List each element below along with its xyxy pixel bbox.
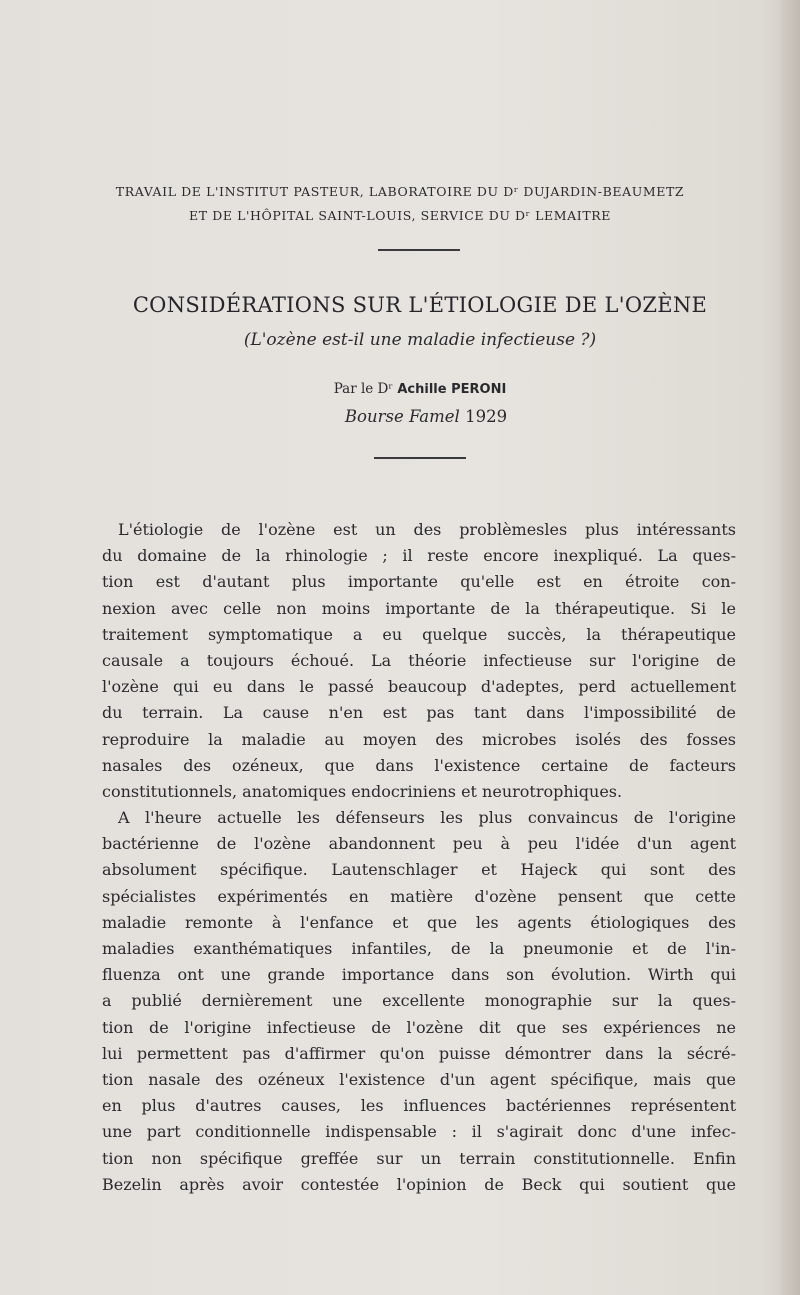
body-line: du terrain. La cause n'en est pas tant dans l'impossibilité de bbox=[102, 703, 736, 723]
body-line: a publié dernièrement une excellente monographie sur la ques- bbox=[102, 991, 736, 1011]
body-line: fluenza ont une grande importance dans son évolution. Wirth qui bbox=[102, 965, 736, 985]
body-line: Bezelin après avoir contestée l'opinion de Beck qui soutient que bbox=[102, 1174, 736, 1194]
article-body bbox=[102, 517, 736, 1198]
body-line: lui permettent pas d'affirmer qu'on puisse démontrer dans la sécré- bbox=[102, 1043, 736, 1063]
body-line: du domaine de la rhinologie ; il reste encore inexpliqué. La ques- bbox=[102, 546, 736, 566]
author-name: Achille PERONI bbox=[397, 382, 507, 397]
body-line: l'ozène qui eu dans le passé beaucoup d'adeptes, perd actuellement bbox=[102, 677, 736, 697]
institution-header-line-2: ET DE L'HÔPITAL SAINT-LOUIS, SERVICE DU Dʳ LEMAITRE bbox=[188, 208, 612, 223]
institution-header-line-1: TRAVAIL DE L'INSTITUT PASTEUR, LABORATOIRE DU Dʳ DUJARDIN-BEAUMETZ bbox=[115, 184, 685, 199]
body-line: nexion avec celle non moins importante de la thérapeutique. Si le bbox=[102, 598, 736, 618]
body-line: L'étiologie de l'ozène est un des problèmesles plus intéressants bbox=[118, 520, 736, 539]
divider-rule-bottom bbox=[374, 457, 466, 459]
grant-label: Bourse Famel bbox=[344, 407, 460, 426]
body-line: A l'heure actuelle les défenseurs les plus convaincus de l'origine bbox=[118, 808, 736, 828]
article-subtitle: (L'ozène est-il une maladie infectieuse ?) bbox=[243, 330, 597, 350]
grant-year: 1929 bbox=[465, 407, 508, 426]
grant-line bbox=[0, 407, 800, 426]
author-prefix: Par le Dʳ bbox=[333, 381, 394, 397]
body-line: en plus d'autres causes, les influences bactériennes représentent bbox=[102, 1096, 736, 1116]
body-line: causale a toujours échoué. La théorie infectieuse sur l'origine de bbox=[102, 650, 736, 670]
author-line bbox=[0, 381, 800, 397]
body-line: maladie remonte à l'enfance et que les agents étiologiques des bbox=[102, 912, 736, 932]
body-line: traitement symptomatique a eu quelque succès, la thérapeutique bbox=[102, 624, 736, 644]
body-line: tion est d'autant plus importante qu'elle est en étroite con- bbox=[102, 572, 736, 592]
body-line: une part conditionnelle indispensable : il s'agirait donc d'une infec- bbox=[102, 1122, 736, 1142]
body-line: nasales des ozéneux, que dans l'existence certaine de facteurs bbox=[102, 755, 736, 775]
body-line: tion de l'origine infectieuse de l'ozène dit que ses expériences ne bbox=[102, 1017, 736, 1037]
body-line: tion non spécifique greffée sur un terrain constitutionnelle. Enfin bbox=[102, 1148, 736, 1168]
divider-rule-top bbox=[378, 249, 460, 251]
body-line: spécialistes expérimentés en matière d'ozène pensent que cette bbox=[102, 886, 736, 906]
article-title: CONSIDÉRATIONS SUR L'ÉTIOLOGIE DE L'OZÈNE bbox=[132, 293, 708, 317]
body-line: maladies exanthématiques infantiles, de la pneumonie et de l'in- bbox=[102, 939, 736, 958]
body-line: tion nasale des ozéneux l'existence d'un agent spécifique, mais que bbox=[102, 1069, 736, 1089]
body-line: absolument spécifique. Lautenschlager et Hajeck qui sont des bbox=[102, 860, 736, 880]
body-line: bactérienne de l'ozène abandonnent peu à peu l'idée d'un agent bbox=[102, 834, 736, 854]
body-line: constitutionnels, anatomiques endocriniens et neurotrophiques. bbox=[102, 781, 623, 801]
body-line: reproduire la maladie au moyen des microbes isolés des fosses bbox=[102, 729, 736, 749]
